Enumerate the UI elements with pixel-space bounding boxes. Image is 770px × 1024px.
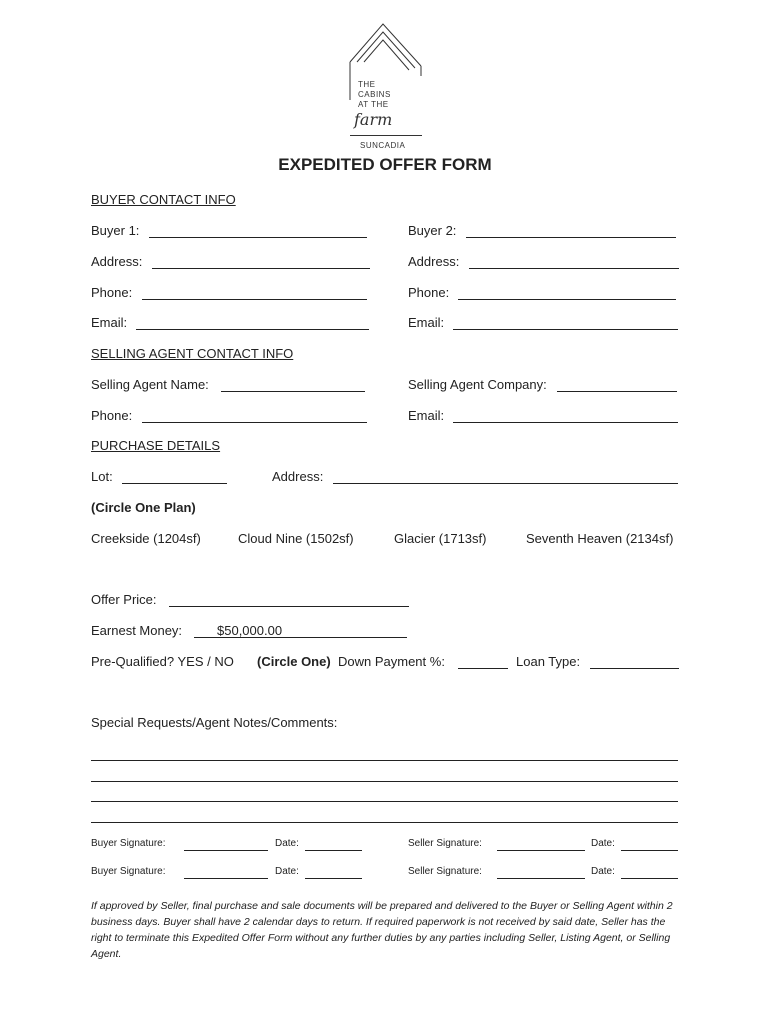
form-title: EXPEDITED OFFER FORM (278, 155, 492, 174)
logo (345, 20, 425, 155)
plan-option-glacier[interactable]: Glacier (1713sf) (394, 531, 487, 546)
seller-signature-label-2: Seller Signature: (408, 866, 482, 877)
buyer-date-label-1: Date: (275, 838, 299, 849)
plan-option-seventh-heaven[interactable]: Seventh Heaven (2134sf) (526, 531, 674, 546)
lot-label: Lot: (91, 469, 113, 484)
seller-signature-field-1[interactable] (497, 850, 585, 851)
notes-line-2[interactable] (91, 781, 678, 782)
buyer-signature-field-2[interactable] (184, 878, 268, 879)
buyer-date-field-2[interactable] (305, 878, 362, 879)
logo-line2: CABINS (358, 90, 391, 99)
buyer2-email-field[interactable] (453, 329, 678, 330)
offer-price-label: Offer Price: (91, 592, 157, 607)
notes-line-4[interactable] (91, 822, 678, 823)
purchase-address-field[interactable] (333, 483, 678, 484)
offer-price-field[interactable] (169, 606, 409, 607)
seller-signature-label-1: Seller Signature: (408, 838, 482, 849)
agent-name-label: Selling Agent Name: (91, 377, 209, 392)
seller-date-field-1[interactable] (621, 850, 678, 851)
buyer2-phone-label: Phone: (408, 285, 450, 300)
down-payment-label: Down Payment %: (338, 654, 445, 669)
buyer1-email-field[interactable] (136, 329, 369, 330)
earnest-money-value: $50,000.00 (217, 623, 283, 638)
buyer2-label: Buyer 2: (408, 223, 457, 238)
logo-line1: THE (358, 80, 376, 89)
agent-company-label: Selling Agent Company: (408, 377, 547, 392)
loan-type-label: Loan Type: (516, 654, 581, 669)
down-payment-field[interactable] (458, 668, 508, 669)
buyer1-phone-label: Phone: (91, 285, 133, 300)
seller-date-label-2: Date: (591, 866, 615, 877)
seller-signature-field-2[interactable] (497, 878, 585, 879)
house-roof-icon (345, 20, 425, 100)
disclaimer-text: If approved by Seller, final purchase and sale documents will be prepared and delivered to the Buyer or Selling Agent within 2 business days. Buyer shall have 2 calendar days to return. If required paperwork is not received by said date, Seller has the right to terminate this Expedited Offer Form without any further duties by any parties including Seller, Listing Agent, or Selling Agent. (91, 900, 673, 960)
logo-rule (350, 135, 422, 136)
buyer2-field[interactable] (466, 237, 676, 238)
logo-sub: SUNCADIA (360, 141, 406, 150)
buyer1-phone-field[interactable] (142, 299, 367, 300)
earnest-money-label: Earnest Money: (91, 623, 183, 638)
notes-line-1[interactable] (91, 760, 678, 761)
buyer2-phone-field[interactable] (458, 299, 676, 300)
buyer1-label: Buyer 1: (91, 223, 140, 238)
buyer-signature-field-1[interactable] (184, 850, 268, 851)
buyer-date-label-2: Date: (275, 866, 299, 877)
buyer2-address-field[interactable] (469, 268, 679, 269)
seller-date-field-2[interactable] (621, 878, 678, 879)
purchase-address-label: Address: (272, 469, 324, 484)
buyer1-address-field[interactable] (152, 268, 370, 269)
agent-phone-label: Phone: (91, 408, 133, 423)
buyer2-email-label: Email: (408, 315, 445, 330)
plan-option-cloud-nine[interactable]: Cloud Nine (1502sf) (238, 531, 354, 546)
loan-type-field[interactable] (590, 668, 679, 669)
circle-one-label: (Circle One) (257, 654, 331, 669)
notes-label: Special Requests/Agent Notes/Comments: (91, 715, 338, 730)
logo-script: farm (354, 110, 393, 129)
agent-company-field[interactable] (557, 391, 677, 392)
plan-option-creekside[interactable]: Creekside (1204sf) (91, 531, 201, 546)
lot-field[interactable] (122, 483, 227, 484)
notes-line-3[interactable] (91, 801, 678, 802)
buyer1-address-label: Address: (91, 254, 143, 269)
buyer1-field[interactable] (149, 237, 367, 238)
purchase-section-heading: PURCHASE DETAILS (91, 438, 221, 453)
circle-plan-label: (Circle One Plan) (91, 500, 196, 515)
agent-phone-field[interactable] (142, 422, 367, 423)
buyer-signature-label-1: Buyer Signature: (91, 838, 166, 849)
seller-date-label-1: Date: (591, 838, 615, 849)
agent-name-field[interactable] (221, 391, 365, 392)
buyer1-email-label: Email: (91, 315, 128, 330)
buyer-section-heading: BUYER CONTACT INFO (91, 192, 236, 207)
buyer-date-field-1[interactable] (305, 850, 362, 851)
prequalified-label[interactable]: Pre-Qualified? YES / NO (91, 654, 234, 669)
buyer2-address-label: Address: (408, 254, 460, 269)
agent-section-heading: SELLING AGENT CONTACT INFO (91, 346, 294, 361)
buyer-signature-label-2: Buyer Signature: (91, 866, 166, 877)
agent-email-label: Email: (408, 408, 445, 423)
agent-email-field[interactable] (453, 422, 678, 423)
logo-line3: AT THE (358, 100, 389, 109)
